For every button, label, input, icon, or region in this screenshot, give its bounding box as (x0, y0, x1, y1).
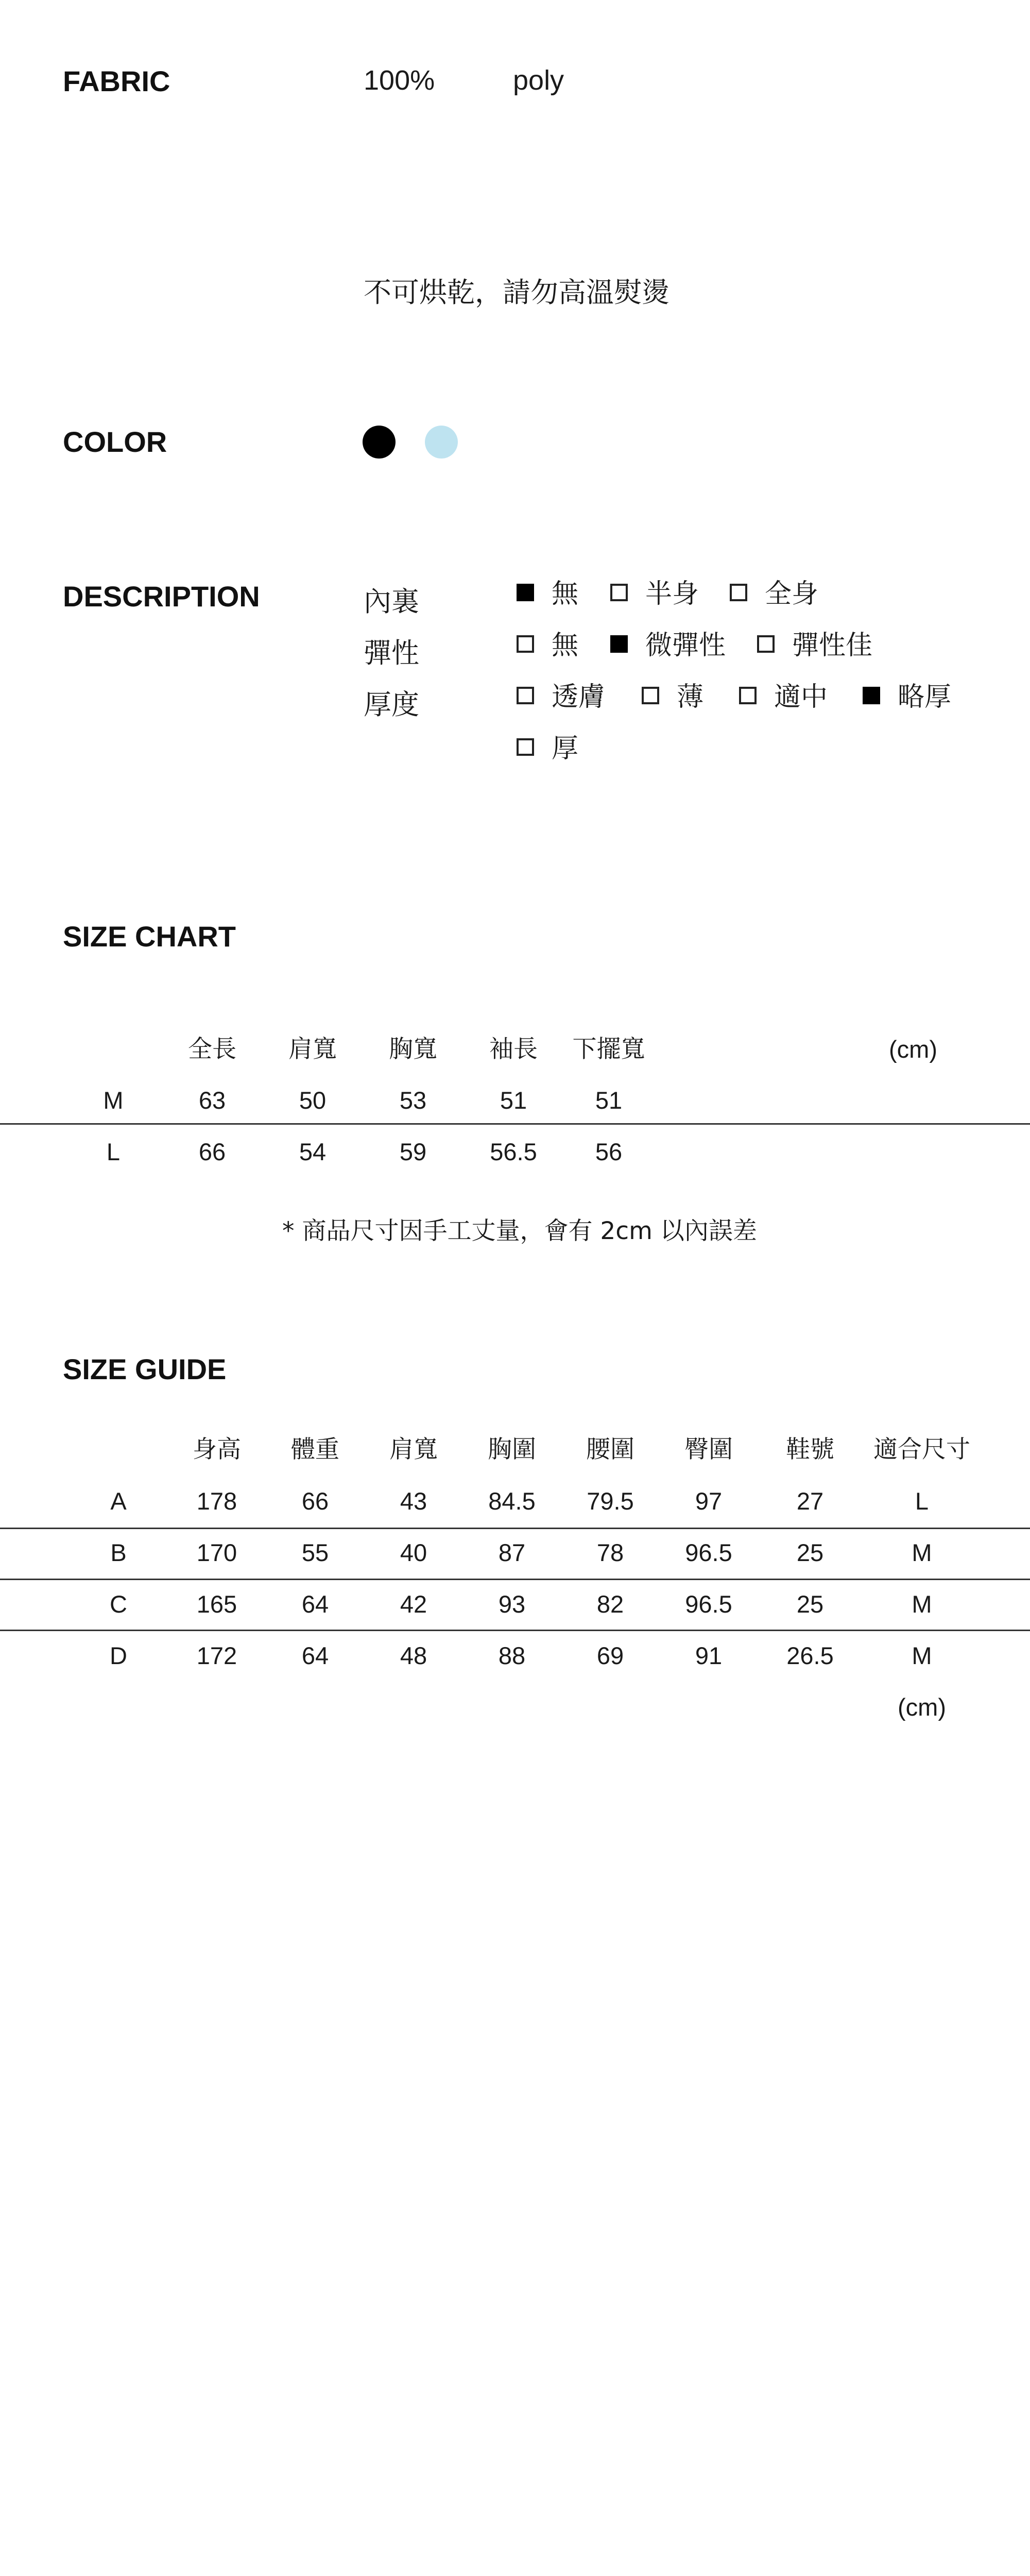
size-guide-cell: 79.5 (587, 1487, 634, 1515)
size-guide-cell: 25 (796, 1539, 824, 1566)
option-thickness-sheer: 透膚 (517, 684, 605, 710)
size-chart-cell: 56 (595, 1138, 623, 1165)
size-chart-cell: 50 (299, 1087, 327, 1114)
size-guide-cell: 26.5 (786, 1642, 834, 1669)
size-guide-col-header: 鞋號 (786, 1435, 834, 1464)
size-guide-cell: 88 (498, 1642, 526, 1669)
size-guide-cell: 170 (196, 1539, 237, 1566)
table-divider (0, 1123, 1030, 1125)
size-guide-unit: (cm) (898, 1693, 946, 1721)
size-guide-col-header: 腰圍 (586, 1435, 634, 1464)
size-chart-col-header: 下擺寬 (572, 1035, 645, 1063)
size-guide-cell: 64 (301, 1642, 329, 1669)
checked-box-icon (610, 635, 628, 653)
empty-box-icon (517, 687, 534, 704)
size-chart-cell: 51 (500, 1087, 527, 1114)
option-elasticity-slight: 微彈性 (610, 632, 726, 659)
empty-box-icon (517, 635, 534, 653)
size-chart-cell: 66 (198, 1138, 226, 1165)
size-guide-cell: 87 (498, 1539, 526, 1566)
size-chart-cell: 59 (399, 1138, 427, 1165)
description-label-thickness: 厚度 (364, 688, 419, 721)
size-chart-unit: (cm) (889, 1036, 937, 1063)
size-chart-row-size: L (106, 1138, 121, 1165)
size-chart-note: * 商品尺寸因手工丈量，會有 2cm 以內誤差 (282, 1217, 757, 1245)
fabric-percent: 100% (364, 65, 435, 96)
size-guide-cell: M (912, 1642, 932, 1669)
size-guide-cell: 178 (196, 1487, 237, 1515)
size-guide-cell: 66 (301, 1487, 329, 1515)
size-chart-heading: SIZE CHART (63, 920, 236, 953)
description-heading: DESCRIPTION (63, 580, 260, 613)
size-guide-cell: 64 (301, 1590, 329, 1618)
option-lining-none: 無 (517, 581, 578, 607)
empty-box-icon (757, 635, 775, 653)
size-guide-col-header: 臀圍 (684, 1435, 733, 1464)
size-guide-cell: 69 (596, 1642, 624, 1669)
size-guide-cell: 165 (196, 1590, 237, 1618)
table-divider (0, 1579, 1030, 1580)
size-guide-col-header: 肩寬 (389, 1435, 438, 1464)
size-guide-cell: 25 (796, 1590, 824, 1618)
option-thickness-medium: 適中 (739, 684, 828, 710)
empty-box-icon (517, 738, 534, 756)
size-guide-col-header: 胸圍 (488, 1435, 536, 1464)
size-guide-cell: 82 (596, 1590, 624, 1618)
option-lining-full: 全身 (730, 581, 818, 607)
option-elasticity-none: 無 (517, 632, 578, 659)
size-chart-col-header: 胸寬 (389, 1035, 437, 1063)
size-guide-cell: M (912, 1590, 932, 1618)
table-divider (0, 1528, 1030, 1529)
size-guide-cell: M (912, 1539, 932, 1566)
size-guide-row-model: D (110, 1642, 127, 1669)
size-guide-col-header: 身高 (193, 1435, 241, 1464)
size-chart-col-header: 全長 (188, 1035, 236, 1063)
size-chart-cell: 51 (595, 1087, 623, 1114)
size-chart-cell: 63 (198, 1087, 226, 1114)
size-chart-cell: 56.5 (490, 1138, 537, 1165)
checked-box-icon (863, 687, 880, 704)
size-guide-row-model: C (110, 1590, 127, 1618)
size-chart-col-header: 袖長 (489, 1035, 538, 1063)
size-guide-cell: L (915, 1487, 929, 1515)
size-guide-cell: 40 (400, 1539, 427, 1566)
size-chart-cell: 53 (399, 1087, 427, 1114)
color-swatch-black (363, 426, 396, 459)
size-guide-cell: 172 (196, 1642, 237, 1669)
option-thickness-thin: 薄 (642, 684, 703, 710)
color-swatch-light-blue (425, 426, 458, 459)
size-chart-col-header: 肩寬 (288, 1035, 337, 1063)
size-guide-cell: 43 (400, 1487, 427, 1515)
size-guide-cell: 48 (400, 1642, 427, 1669)
size-guide-cell: 96.5 (685, 1539, 732, 1566)
fabric-material: poly (513, 65, 564, 96)
empty-box-icon (610, 584, 628, 601)
size-guide-col-header: 適合尺寸 (873, 1435, 970, 1464)
size-guide-cell: 78 (596, 1539, 624, 1566)
fabric-heading: FABRIC (63, 65, 170, 97)
size-guide-cell: 55 (301, 1539, 329, 1566)
size-guide-cell: 84.5 (488, 1487, 536, 1515)
size-guide-row-model: B (110, 1539, 127, 1566)
option-lining-half: 半身 (610, 581, 699, 607)
option-thickness-slightly-thick: 略厚 (863, 684, 951, 710)
size-chart-cell: 54 (299, 1138, 327, 1165)
size-guide-cell: 27 (796, 1487, 824, 1515)
description-label-elasticity: 彈性 (364, 637, 419, 669)
size-guide-cell: 91 (695, 1642, 723, 1669)
empty-box-icon (739, 687, 757, 704)
color-heading: COLOR (63, 426, 167, 458)
size-chart-row-size: M (103, 1087, 124, 1114)
size-guide-row-model: A (110, 1487, 127, 1515)
size-guide-cell: 97 (695, 1487, 723, 1515)
description-label-lining: 內裏 (364, 585, 419, 618)
empty-box-icon (730, 584, 747, 601)
option-elasticity-good: 彈性佳 (757, 632, 872, 659)
size-guide-cell: 96.5 (685, 1590, 732, 1618)
fabric-care-instruction: 不可烘乾，請勿高溫熨燙 (364, 276, 670, 309)
option-thickness-thick: 厚 (517, 735, 578, 762)
size-guide-heading: SIZE GUIDE (63, 1353, 227, 1385)
size-guide-cell: 93 (498, 1590, 526, 1618)
size-guide-col-header: 體重 (291, 1435, 339, 1464)
empty-box-icon (642, 687, 659, 704)
checked-box-icon (517, 584, 534, 601)
size-guide-cell: 42 (400, 1590, 427, 1618)
table-divider (0, 1630, 1030, 1631)
